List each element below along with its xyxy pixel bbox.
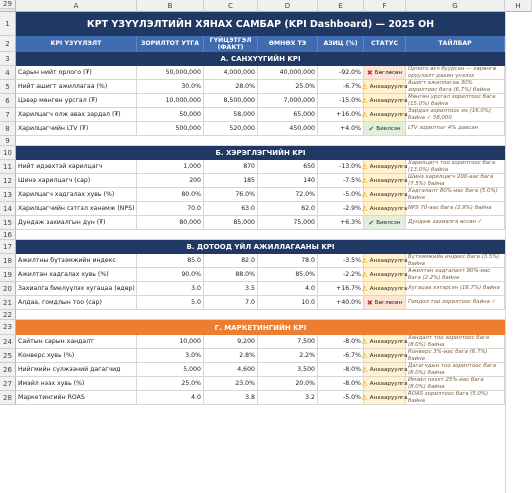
status-badge[interactable] — [361, 80, 408, 94]
warning-icon: ⚠ — [361, 190, 368, 199]
variance-value[interactable]: +6.3% — [318, 216, 364, 230]
variance-value[interactable]: -6.7% — [318, 80, 364, 94]
variance-value[interactable]: +4.0% — [318, 122, 364, 136]
target-value[interactable]: 85.0 — [137, 254, 204, 268]
note-text[interactable]: Хугацаа хэтэрсэн (16.7%) байна — [406, 282, 505, 296]
warning-icon: ⚠ — [361, 393, 368, 402]
actual-value[interactable]: 2.8% — [204, 349, 258, 363]
status-badge[interactable] — [361, 202, 408, 216]
row-header-17[interactable]: 17 — [0, 240, 16, 254]
status-badge[interactable] — [361, 188, 408, 202]
status-label: Анхааруулга — [369, 352, 408, 359]
previous-value[interactable]: 2.2% — [258, 349, 318, 363]
previous-value[interactable]: 75,000 — [258, 216, 318, 230]
kpi-name[interactable]: Сарын нийт орлого (₮) — [16, 66, 137, 80]
section-title-4: Г. МАРКЕТИНГИЙН KPI — [16, 320, 505, 335]
previous-value[interactable]: 3.2 — [258, 391, 318, 405]
note-text[interactable]: LTV зорилтыг 4% давсан — [406, 122, 505, 136]
note-text[interactable]: Гомдол тоо зорилтоос байна ✓ — [406, 296, 505, 310]
target-value[interactable]: 5,000 — [137, 363, 204, 377]
spacer-row — [16, 230, 505, 240]
target-value[interactable]: 90.0% — [137, 268, 204, 282]
variance-value[interactable]: -3.5% — [318, 254, 364, 268]
row-header-4[interactable]: 4 — [0, 66, 16, 80]
previous-value[interactable]: 72.0% — [258, 188, 318, 202]
note-text[interactable]: Харилцагч тоо зорилтоос бага (13.0%) байна — [406, 160, 505, 174]
row-header-21[interactable]: 21 — [0, 296, 16, 310]
spacer-row — [16, 310, 505, 320]
status-badge[interactable] — [361, 108, 408, 122]
variance-value[interactable]: +16.7% — [318, 282, 364, 296]
status-label: Бөглөсөн — [374, 299, 403, 306]
actual-value[interactable]: 85,000 — [204, 216, 258, 230]
actual-value[interactable]: 3.8 — [204, 391, 258, 405]
target-value[interactable]: 500,000 — [137, 122, 204, 136]
status-label: Анхааруулга — [369, 205, 408, 212]
variance-value[interactable]: -5.0% — [318, 391, 364, 405]
header-6: СТАТУС — [364, 36, 406, 52]
row-header-8[interactable]: 8 — [0, 122, 16, 136]
note-text[interactable]: Орлого өсч буурсан — хөрөнгө оруулалт дахин үнэлэх — [406, 66, 505, 80]
row-header-18[interactable]: 18 — [0, 254, 16, 268]
target-value[interactable]: 70.0 — [137, 202, 204, 216]
note-text[interactable]: Бүтээмжийн индекс бага (3.5%) байна — [406, 254, 505, 268]
kpi-name[interactable]: Конверс хувь (%) — [16, 349, 137, 363]
kpi-name[interactable]: Алдаа, гомдлын тоо (сар) — [16, 296, 137, 310]
variance-value[interactable]: -5.0% — [318, 188, 364, 202]
actual-value[interactable]: 870 — [204, 160, 258, 174]
row-header-24[interactable]: 24 — [0, 335, 16, 349]
previous-value[interactable]: 7,000,000 — [258, 94, 318, 108]
variance-value[interactable]: -2.2% — [318, 268, 364, 282]
kpi-name[interactable]: Ажилтан хадгалах хувь (%) — [16, 268, 137, 282]
actual-value[interactable]: 4,000,000 — [204, 66, 258, 80]
row-header-27[interactable]: 27 — [0, 377, 16, 391]
column-header-b[interactable]: B — [137, 0, 204, 12]
target-value[interactable]: 200 — [137, 174, 204, 188]
kpi-name[interactable]: Захиалга биелүүлэх хугацаа (өдөр) — [16, 282, 137, 296]
status-label: Анхааруулга — [369, 191, 408, 198]
row-header-15[interactable]: 15 — [0, 216, 16, 230]
note-text[interactable]: Конверс 3%-иас бага (6.7%) байна — [406, 349, 505, 363]
warning-icon: ⚠ — [361, 110, 368, 119]
actual-value[interactable]: 23.0% — [204, 377, 258, 391]
target-value[interactable]: 25.0% — [137, 377, 204, 391]
header-5: АЗИЦ (%) — [318, 36, 364, 52]
status-badge[interactable] — [361, 335, 408, 349]
column-header-h[interactable]: H — [505, 0, 532, 12]
previous-value[interactable]: 7,500 — [258, 335, 318, 349]
warning-icon: ⚠ — [361, 204, 368, 213]
kpi-name[interactable]: Маркетингийн ROAS — [16, 391, 137, 405]
note-text[interactable]: Дундаж захиалга өссөн ✓ — [406, 216, 505, 230]
status-label: Анхааруулга — [369, 380, 408, 387]
note-text[interactable]: Хандалт тоо зорилтоос бага (8.0%) байна — [406, 335, 505, 349]
column-header-d[interactable]: D — [258, 0, 318, 12]
variance-value[interactable]: -13.0% — [318, 160, 364, 174]
previous-value[interactable]: 20.0% — [258, 377, 318, 391]
row-header-11[interactable]: 11 — [0, 160, 16, 174]
status-badge[interactable] — [361, 160, 408, 174]
status-badge[interactable] — [361, 254, 408, 268]
status-label: Анхааруулга — [369, 366, 408, 373]
dashboard-title: КРТ ҮЗҮҮЛЭЛТИЙН ХЯНАХ САМБАР (KPI Dashboard) — 2025 ОН — [16, 12, 505, 36]
kpi-name[interactable]: Дундаж захиалгын дүн (₮) — [16, 216, 137, 230]
warning-icon: ⚠ — [361, 351, 368, 360]
row-header-7[interactable]: 7 — [0, 108, 16, 122]
warning-icon: ⚠ — [361, 379, 368, 388]
note-text[interactable]: Ашигт ажиллагаа 30% зорилтоос бага (6.7%) байна — [406, 80, 505, 94]
kpi-name[interactable]: Имэйл нээх хувь (%) — [16, 377, 137, 391]
row-header-3[interactable]: 3 — [0, 52, 16, 66]
actual-value[interactable]: 4,600 — [204, 363, 258, 377]
row-header-2[interactable]: 2 — [0, 36, 16, 52]
kpi-name[interactable]: Нийт ашигт ажиллагаа (%) — [16, 80, 137, 94]
row-header-10[interactable]: 10 — [0, 146, 16, 160]
header-3: ГҮЙЦЭТГЭЛ (ФАКТ) — [204, 36, 258, 52]
previous-value[interactable]: 3,500 — [258, 363, 318, 377]
target-value[interactable]: 1,000 — [137, 160, 204, 174]
status-label: Анхааруулга — [369, 338, 408, 345]
previous-value[interactable]: 78.0 — [258, 254, 318, 268]
row-header-26[interactable]: 26 — [0, 363, 16, 377]
warning-icon: ⚠ — [361, 284, 368, 293]
note-text[interactable]: Шинэ харилцагч 200-аас бага (7.5%) байна — [406, 174, 505, 188]
actual-value[interactable]: 63.0 — [204, 202, 258, 216]
note-text[interactable]: NPS 70-аас бага (2.9%) байна — [406, 202, 505, 216]
note-text[interactable]: Зардал зорилтоос их (16.0%) байна ✓ 58,000 — [406, 108, 505, 122]
kpi-name[interactable]: Харилцагч олж авах зардал (₮) — [16, 108, 137, 122]
check-icon: ✔ — [368, 218, 375, 227]
note-text[interactable]: Хадгалалт 80%-иас бага (5.0%) байна — [406, 188, 505, 202]
kpi-name[interactable]: Цэвэр мөнгөн урсгал (₮) — [16, 94, 137, 108]
status-badge[interactable] — [361, 94, 408, 108]
previous-value[interactable]: 10.0 — [258, 296, 318, 310]
target-value[interactable]: 3.0% — [137, 349, 204, 363]
actual-value[interactable]: 58,000 — [204, 108, 258, 122]
status-label: Анхааруулга — [369, 111, 408, 118]
status-badge[interactable] — [364, 216, 406, 230]
column-header-f[interactable]: F — [364, 0, 406, 12]
header-2: ЗОРИЛТОТ УТГА — [137, 36, 204, 52]
status-label: Анхааруулга — [369, 163, 408, 170]
cross-icon: ✖ — [366, 298, 373, 307]
target-value[interactable]: 5.0 — [137, 296, 204, 310]
column-header-a[interactable]: A — [16, 0, 137, 12]
section-title-3: В. ДОТООД ҮЙЛ АЖИЛЛАГААНЫ KPI — [16, 240, 505, 254]
target-value[interactable]: 10,000,000 — [137, 94, 204, 108]
status-label: Биелсэн — [376, 125, 401, 132]
status-badge[interactable] — [361, 174, 408, 188]
variance-value[interactable]: -8.0% — [318, 377, 364, 391]
note-text[interactable]: Имэйл нээлт 25%-иас бага (8.0%) байна — [406, 377, 505, 391]
target-value[interactable]: 4.0 — [137, 391, 204, 405]
row-header-28[interactable]: 28 — [0, 391, 16, 405]
status-badge[interactable] — [361, 391, 408, 405]
note-text[interactable]: Дагагчдын тоо зорилтоос бага (8.0%) байна — [406, 363, 505, 377]
column-h-area[interactable] — [505, 12, 532, 493]
target-value[interactable]: 50,000,000 — [137, 66, 204, 80]
row-header-13[interactable]: 13 — [0, 188, 16, 202]
note-text[interactable]: Мөнгөн урсгал зорилтоос бага (15.0%) байна — [406, 94, 505, 108]
note-text[interactable]: ROAS зорилтоос бага (5.0%) байна — [406, 391, 505, 405]
kpi-name[interactable]: Нийт идэвхтэй харилцагч — [16, 160, 137, 174]
previous-value[interactable]: 25.0% — [258, 80, 318, 94]
warning-icon: ⚠ — [361, 270, 368, 279]
status-label: Анхааруулга — [369, 83, 408, 90]
warning-icon: ⚠ — [361, 162, 368, 171]
check-icon: ✔ — [368, 124, 375, 133]
previous-value[interactable]: 62.0 — [258, 202, 318, 216]
kpi-name[interactable]: Сайтын сарын хандалт — [16, 335, 137, 349]
section-title-2: Б. ХЭРЭГЛЭГЧИЙН KPI — [16, 146, 505, 160]
actual-value[interactable]: 3.5 — [204, 282, 258, 296]
actual-value[interactable]: 82.0 — [204, 254, 258, 268]
row-header-25[interactable]: 25 — [0, 349, 16, 363]
status-label: Анхааруулга — [369, 285, 408, 292]
variance-value[interactable]: -8.0% — [318, 363, 364, 377]
variance-value[interactable]: -8.0% — [318, 335, 364, 349]
row-header-16[interactable]: 16 — [0, 230, 16, 240]
variance-value[interactable]: +40.0% — [318, 296, 364, 310]
row-header-5[interactable]: 5 — [0, 80, 16, 94]
actual-value[interactable]: 76.0% — [204, 188, 258, 202]
status-badge[interactable] — [361, 282, 408, 296]
actual-value[interactable]: 28.0% — [204, 80, 258, 94]
actual-value[interactable]: 88.0% — [204, 268, 258, 282]
status-badge[interactable] — [361, 268, 408, 282]
header-7: ТАЙЛБАР — [406, 36, 505, 52]
kpi-name[interactable]: Ажилтны бүтээмжийн индекс — [16, 254, 137, 268]
header-4: ӨМНӨХ ТЭ — [258, 36, 318, 52]
actual-value[interactable]: 185 — [204, 174, 258, 188]
target-value[interactable]: 30.0% — [137, 80, 204, 94]
row-header-29[interactable]: 29 — [0, 0, 16, 9]
target-value[interactable]: 3.0 — [137, 282, 204, 296]
row-header-12[interactable]: 12 — [0, 174, 16, 188]
warning-icon: ⚠ — [361, 337, 368, 346]
kpi-name[interactable]: Нийгмийн сүлжээний дагагчид — [16, 363, 137, 377]
previous-value[interactable]: 140 — [258, 174, 318, 188]
warning-icon: ⚠ — [361, 365, 368, 374]
status-label: Биелсэн — [376, 219, 401, 226]
kpi-name[interactable]: Шинэ харилцагч (сар) — [16, 174, 137, 188]
column-header-c[interactable]: C — [204, 0, 258, 12]
previous-value[interactable]: 65,000 — [258, 108, 318, 122]
previous-value[interactable]: 85.0% — [258, 268, 318, 282]
row-header-14[interactable]: 14 — [0, 202, 16, 216]
status-label: Бөглөсөн — [374, 69, 403, 76]
row-header-19[interactable]: 19 — [0, 268, 16, 282]
row-header-1[interactable]: 1 — [0, 12, 16, 36]
header-1: KPI ҮЗҮҮЛЭЛТ — [16, 36, 137, 52]
status-badge[interactable] — [364, 296, 406, 310]
status-badge[interactable] — [361, 377, 408, 391]
row-header-20[interactable]: 20 — [0, 282, 16, 296]
row-header-9[interactable]: 9 — [0, 136, 16, 146]
kpi-name[interactable]: Харилцагчийн LTV (₮) — [16, 122, 137, 136]
spacer-row — [16, 136, 505, 146]
actual-value[interactable]: 9,200 — [204, 335, 258, 349]
status-label: Анхааруулга — [369, 271, 408, 278]
column-header-g[interactable]: G — [406, 0, 505, 12]
warning-icon: ⚠ — [361, 82, 368, 91]
target-value[interactable]: 50,000 — [137, 108, 204, 122]
status-badge[interactable] — [364, 66, 406, 80]
actual-value[interactable]: 7.0 — [204, 296, 258, 310]
kpi-name[interactable]: Харилцагчийн сэтгэл ханамж (NPS) — [16, 202, 137, 216]
variance-value[interactable]: -7.5% — [318, 174, 364, 188]
status-label: Анхааруулга — [369, 177, 408, 184]
previous-value[interactable]: 40,000,000 — [258, 66, 318, 80]
target-value[interactable]: 80.0% — [137, 188, 204, 202]
status-badge[interactable] — [361, 363, 408, 377]
column-header-e[interactable]: E — [318, 0, 364, 12]
warning-icon: ⚠ — [361, 96, 368, 105]
warning-icon: ⚠ — [361, 256, 368, 265]
variance-value[interactable]: -6.7% — [318, 349, 364, 363]
variance-value[interactable]: -92.0% — [318, 66, 364, 80]
variance-value[interactable]: +16.0% — [318, 108, 364, 122]
cross-icon: ✖ — [366, 68, 373, 77]
previous-value[interactable]: 650 — [258, 160, 318, 174]
status-label: Анхааруулга — [369, 394, 408, 401]
section-title-1: А. САНХҮҮГИЙН KPI — [16, 52, 505, 66]
status-label: Анхааруулга — [369, 97, 408, 104]
actual-value[interactable]: 8,500,000 — [204, 94, 258, 108]
status-badge[interactable] — [364, 122, 406, 136]
variance-value[interactable]: -15.0% — [318, 94, 364, 108]
warning-icon: ⚠ — [361, 176, 368, 185]
previous-value[interactable]: 450,000 — [258, 122, 318, 136]
variance-value[interactable]: -2.9% — [318, 202, 364, 216]
row-header-23[interactable]: 23 — [0, 320, 16, 335]
target-value[interactable]: 80,000 — [137, 216, 204, 230]
note-text[interactable]: Ажилтан хадгалалт 90%-иас бага (2.2%) байна — [406, 268, 505, 282]
target-value[interactable]: 10,000 — [137, 335, 204, 349]
status-badge[interactable] — [361, 349, 408, 363]
actual-value[interactable]: 520,000 — [204, 122, 258, 136]
row-header-22[interactable]: 22 — [0, 310, 16, 320]
kpi-name[interactable]: Харилцагч хадгалах хувь (%) — [16, 188, 137, 202]
row-header-6[interactable]: 6 — [0, 94, 16, 108]
status-label: Анхааруулга — [369, 257, 408, 264]
previous-value[interactable]: 4.0 — [258, 282, 318, 296]
